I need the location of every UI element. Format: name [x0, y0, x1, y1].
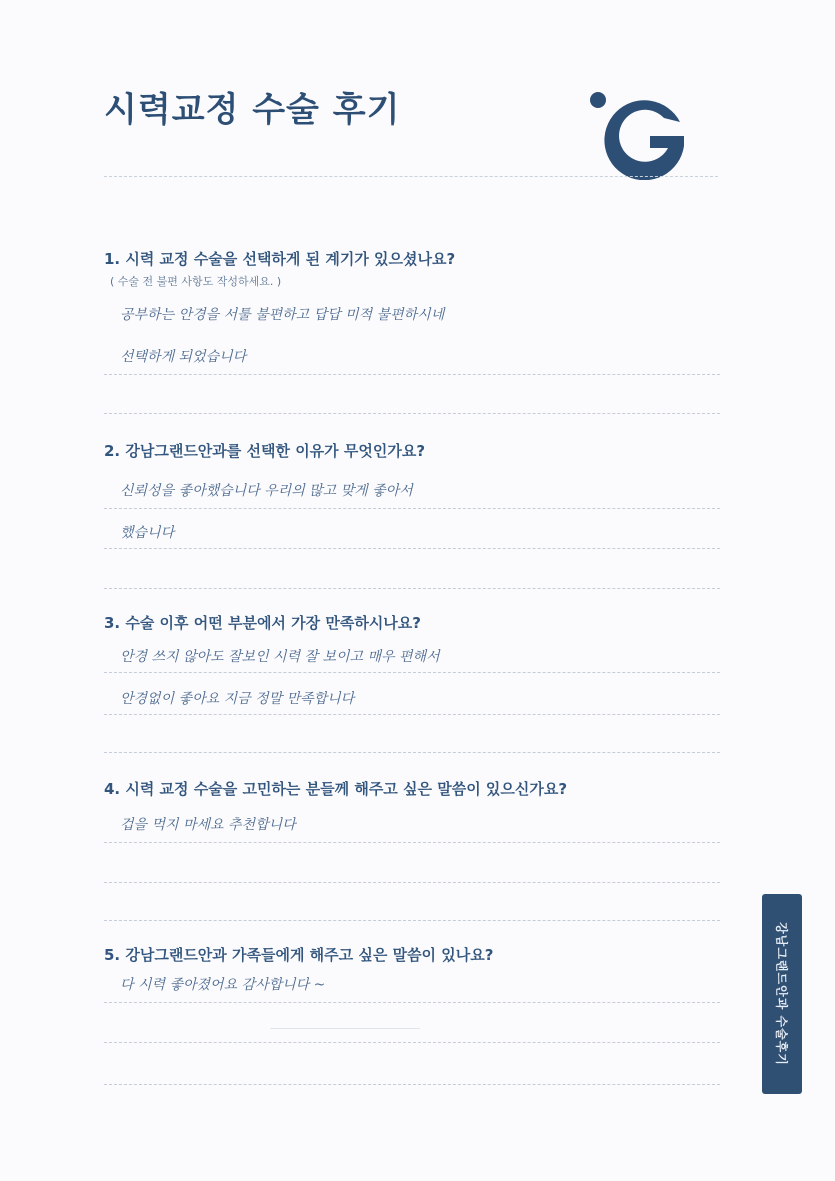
logo-g-shape	[604, 100, 684, 180]
answer-rule	[104, 588, 720, 589]
brand-logo	[584, 88, 702, 180]
answer-rule	[104, 1042, 720, 1043]
logo-dot	[590, 92, 606, 108]
question-5-label: 5. 강남그랜드안과 가족들에게 해주고 싶은 말씀이 있나요?	[104, 946, 494, 964]
answer-rule	[104, 920, 720, 921]
answer-rule	[104, 752, 720, 753]
answer-rule	[104, 508, 720, 509]
question-2-label: 2. 강남그랜드안과를 선택한 이유가 무엇인가요?	[104, 442, 426, 460]
question-2-answer-line-2: 했습니다	[120, 525, 175, 541]
header-divider	[104, 176, 718, 177]
question-4-answer-line-1: 겁을 먹지 마세요 추천합니다	[120, 817, 296, 833]
answer-rule	[104, 842, 720, 843]
question-1-answer-line-1: 공부하는 안경을 서툴 불편하고 답답 미적 불편하시네	[120, 307, 445, 323]
question-3-answer-line-1: 안경 쓰지 않아도 잘보인 시력 잘 보이고 매우 편해서	[120, 649, 440, 665]
answer-rule	[104, 374, 720, 375]
question-2-answer-line-1: 신뢰성을 좋아했습니다 우리의 많고 맞게 좋아서	[120, 483, 413, 499]
side-tab-label: 강남그랜드안과 수술후기	[774, 922, 789, 1066]
page-title: 시력교정 수술 후기	[104, 90, 401, 130]
question-4-label: 4. 시력 교정 수술을 고민하는 분들께 해주고 싶은 말씀이 있으신가요?	[104, 780, 568, 798]
question-3-label: 3. 수술 이후 어떤 부분에서 가장 만족하시나요?	[104, 614, 421, 632]
question-1-hint: ( 수술 전 불편 사항도 작성하세요. )	[110, 275, 282, 288]
faint-mark	[270, 1028, 420, 1029]
question-1-label: 1. 시력 교정 수술을 선택하게 된 계기가 있으셨나요?	[104, 250, 456, 268]
side-tab	[762, 894, 802, 1094]
answer-rule	[104, 882, 720, 883]
question-3-answer-line-2: 안경없이 좋아요 지금 정말 만족합니다	[120, 691, 355, 707]
answer-rule	[104, 413, 720, 414]
question-5-answer-line-1: 다 시력 좋아졌어요 감사합니다 ~	[120, 977, 326, 993]
answer-rule	[104, 1002, 720, 1003]
question-1-answer-line-2: 선택하게 되었습니다	[120, 349, 247, 365]
answer-rule	[104, 1084, 720, 1085]
answer-rule	[104, 714, 720, 715]
answer-rule	[104, 548, 720, 549]
answer-rule	[104, 672, 720, 673]
